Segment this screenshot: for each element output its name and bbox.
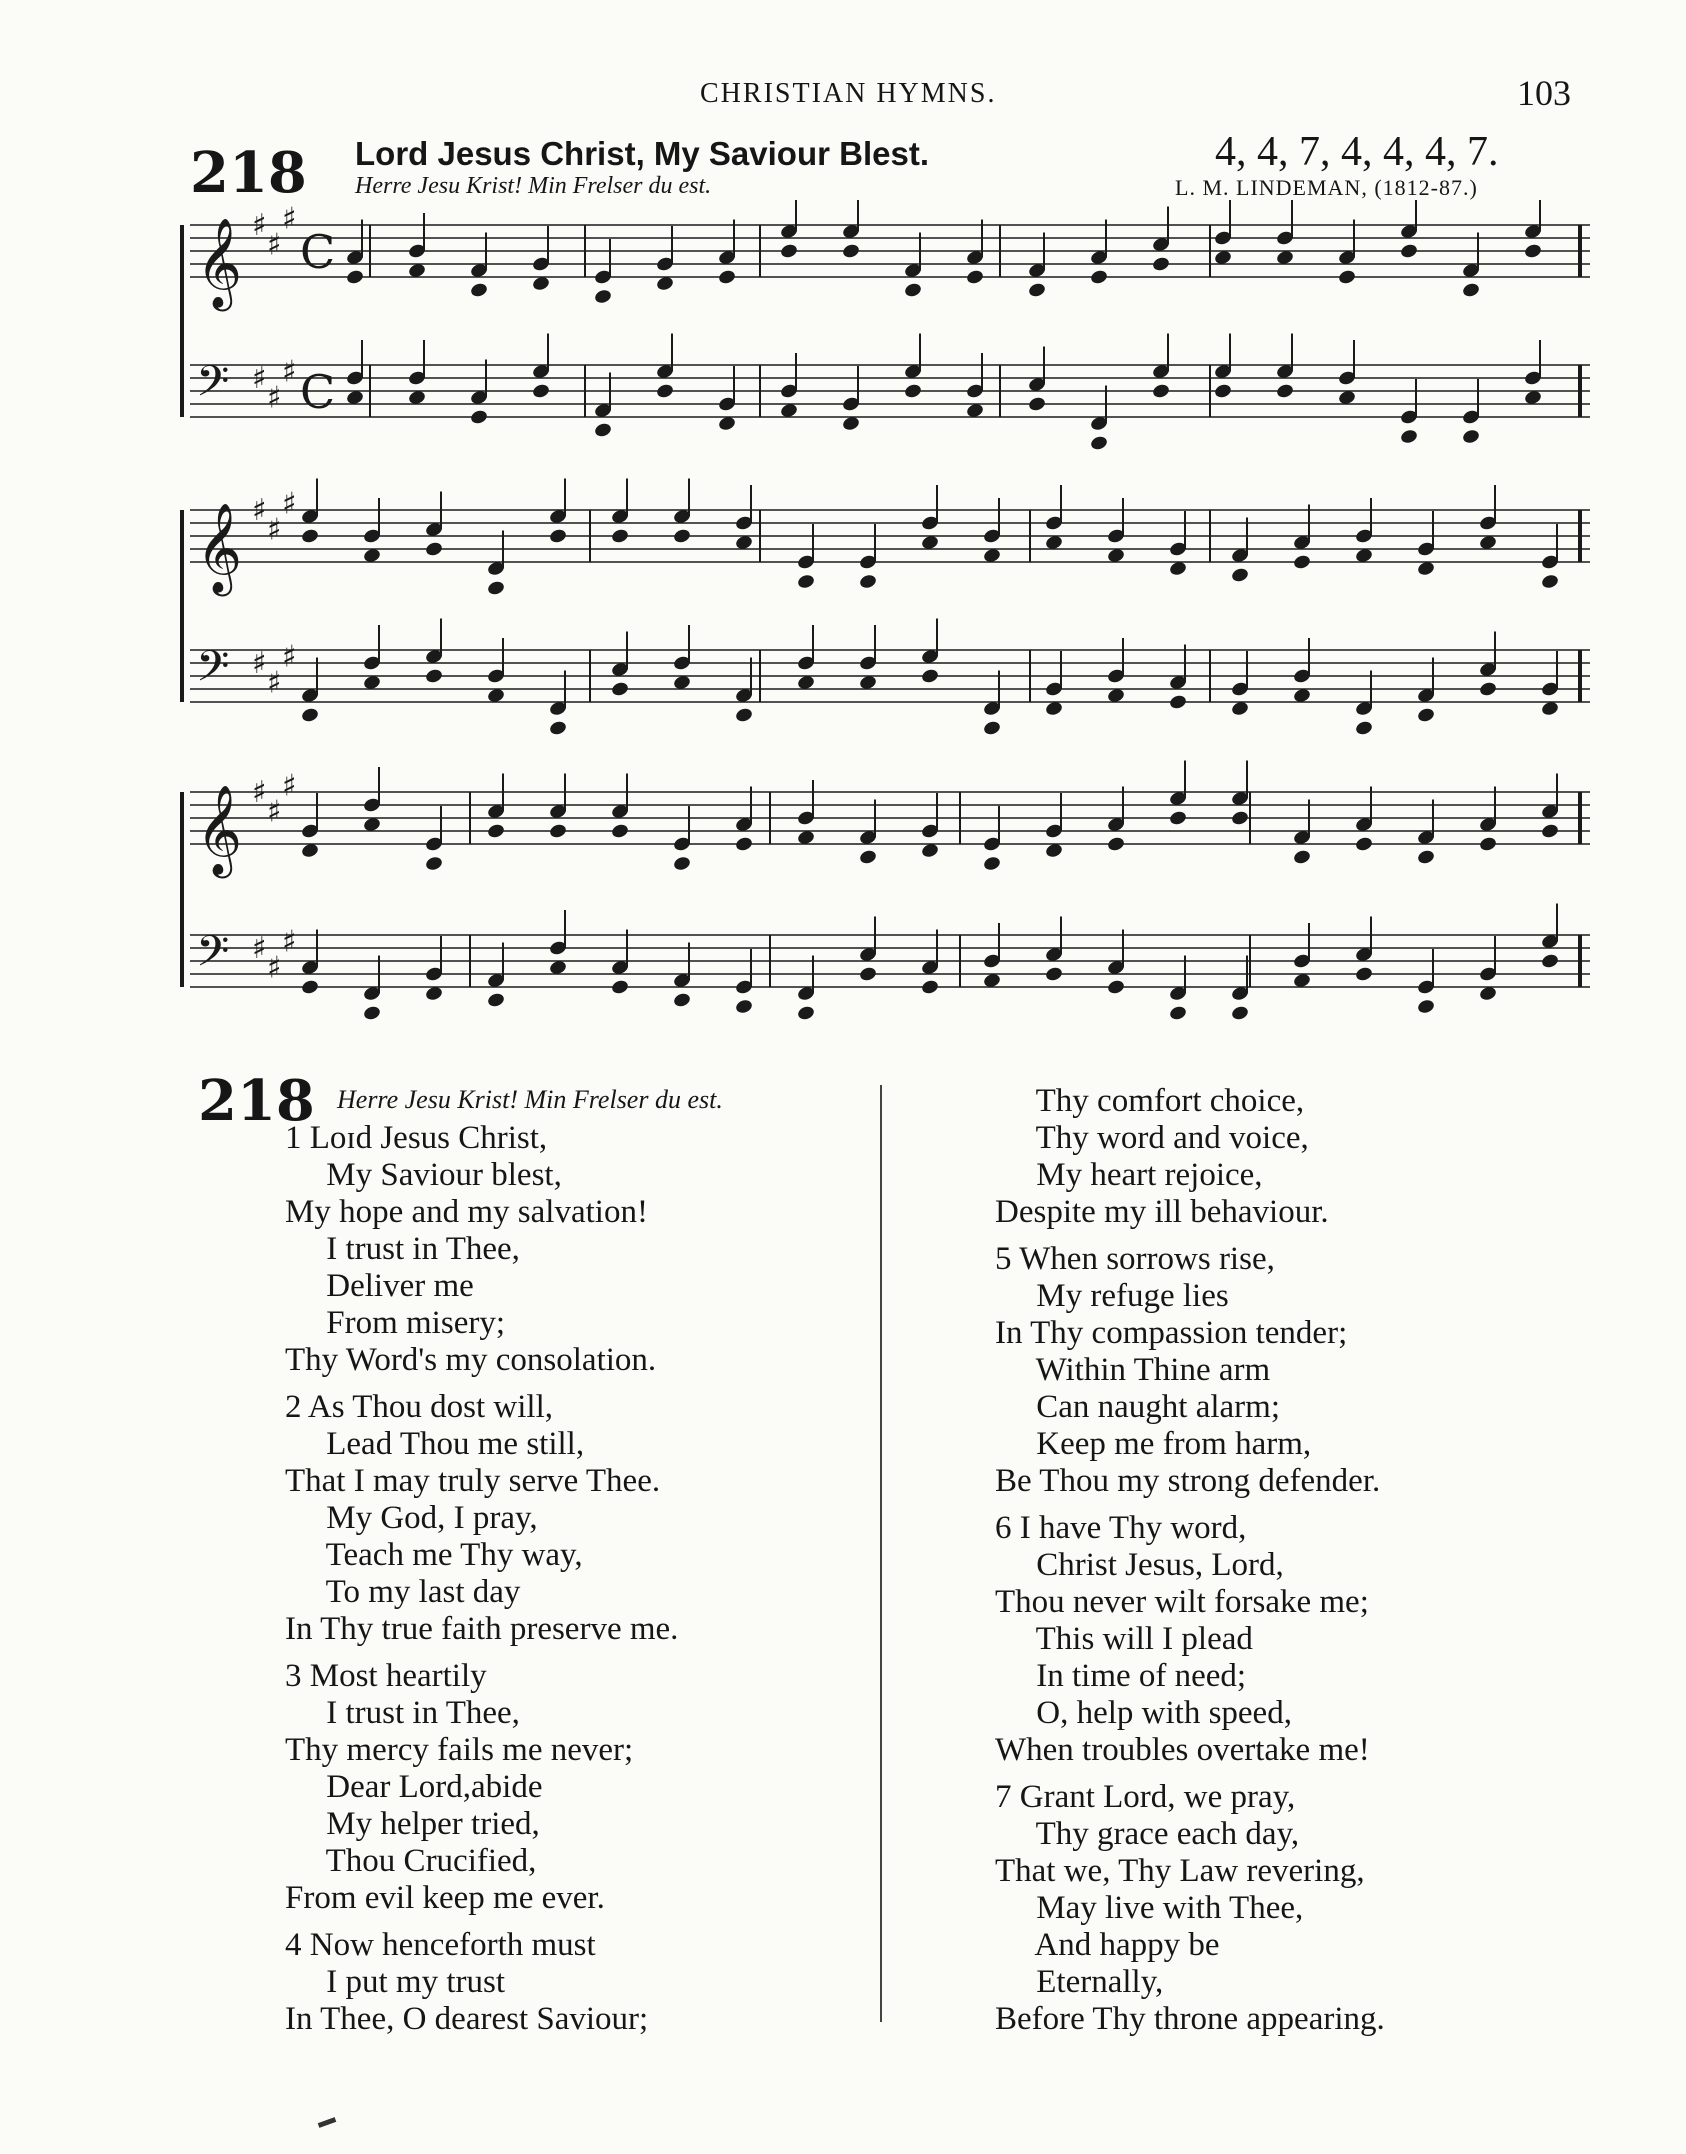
bass-clef-icon: 𝄢 [196, 642, 230, 702]
tune-hymn-number: 218 [190, 140, 307, 206]
verse-line: I trust in Thee, [285, 1231, 520, 1267]
verse-line: Deliver me [285, 1268, 474, 1304]
stanza [285, 1389, 678, 1648]
tune-title: Lord Jesus Christ, My Saviour Blest. [355, 135, 929, 172]
sharp-icon: ♯ [252, 646, 267, 681]
notehead [1106, 979, 1125, 996]
notehead [1151, 383, 1170, 400]
verse-line: That we, Thy Law revering, [995, 1853, 1365, 1889]
text-original-title: Herre Jesu Krist! Min Frelser du est. [337, 1085, 723, 1114]
verse-line: In Thy true faith preserve me. [285, 1611, 679, 1647]
notehead [1168, 1005, 1187, 1022]
sharp-icon: ♯ [252, 775, 267, 810]
notehead [610, 681, 629, 698]
verse-line: My heart rejoice, [995, 1157, 1263, 1193]
verse-line: My helper tried, [285, 1806, 540, 1842]
sharp-icon: ♯ [282, 201, 297, 237]
notehead [1461, 282, 1480, 299]
verse-line: My God, I pray, [285, 1500, 538, 1536]
notehead [796, 1005, 815, 1022]
notehead [1540, 823, 1559, 840]
notehead [1106, 836, 1125, 853]
notehead [1354, 966, 1373, 983]
treble-clef-icon: 𝄞 [196, 218, 243, 308]
notehead [610, 979, 629, 996]
notehead [300, 979, 319, 996]
notehead [1354, 720, 1373, 737]
verse-line: That I may truly serve Thee. [285, 1463, 661, 1499]
sharp-icon: ♯ [252, 361, 267, 396]
verse-line: I put my trust [285, 1964, 505, 2000]
running-head: CHRISTIAN HYMNS. [700, 78, 997, 109]
notehead [1292, 849, 1311, 866]
notehead [903, 383, 922, 400]
verse-line: Be Thou my strong defender. [995, 1463, 1381, 1499]
notehead [593, 288, 612, 305]
verse-line: 4 Now henceforth must [285, 1927, 596, 1963]
notehead [1540, 953, 1559, 970]
notehead [982, 720, 1001, 737]
print-mark [318, 2117, 337, 2128]
verse-line: In Thee, O dearest Saviour; [285, 2001, 649, 2037]
sharp-icon: ♯ [252, 493, 267, 528]
verse-line: 1 Loɪd Jesus Christ, [285, 1120, 548, 1156]
sharp-icon: ♯ [282, 768, 297, 804]
verse-line: Lead Thou me still, [285, 1426, 585, 1462]
verse-line: May live with Thee, [995, 1890, 1304, 1926]
notehead [672, 855, 691, 872]
notehead [982, 855, 1001, 872]
sharp-icon: ♯ [267, 950, 282, 986]
notehead [734, 707, 753, 724]
tune-original-title: Herre Jesu Krist! Min Frelser du est. [355, 173, 712, 199]
verse-line: Thy mercy fails me never; [285, 1732, 634, 1768]
notehead [300, 707, 319, 724]
bass-clef-icon: 𝄢 [196, 927, 230, 987]
notehead [469, 409, 488, 426]
verse-line: In Thy compassion tender; [995, 1315, 1348, 1351]
notehead [424, 855, 443, 872]
sharp-icon: ♯ [282, 354, 297, 390]
column-divider [880, 1085, 882, 2022]
bass-clef-icon: 𝄢 [196, 357, 230, 417]
notehead [858, 966, 877, 983]
notehead [1168, 810, 1187, 827]
notehead [1478, 836, 1497, 853]
sharp-icon: ♯ [267, 380, 282, 416]
notehead [1292, 554, 1311, 571]
notehead [1230, 810, 1249, 827]
notehead [1275, 383, 1294, 400]
notehead [920, 668, 939, 685]
verse-line: Thy grace each day, [995, 1816, 1300, 1852]
verse-line: Thy word and voice, [995, 1120, 1309, 1156]
notehead [734, 836, 753, 853]
notehead [424, 668, 443, 685]
common-time-icon: C [300, 225, 336, 279]
notehead [345, 269, 364, 286]
stanza [995, 1510, 1385, 1769]
notehead [1027, 282, 1046, 299]
notehead [1044, 966, 1063, 983]
verse-line: 5 When sorrows rise, [995, 1241, 1275, 1277]
stanza [285, 1927, 678, 2038]
notehead [1168, 694, 1187, 711]
notehead [1089, 269, 1108, 286]
stanza [285, 1120, 678, 1379]
notehead [672, 992, 691, 1009]
music-score [170, 200, 1610, 1090]
treble-clef-icon: 𝄞 [196, 503, 243, 593]
notehead [1230, 567, 1249, 584]
notehead [779, 243, 798, 260]
notehead [1151, 256, 1170, 273]
notehead [1213, 383, 1232, 400]
notehead [1027, 396, 1046, 413]
verse-line: Thou Crucified, [285, 1843, 537, 1879]
notehead [841, 243, 860, 260]
notehead [1523, 243, 1542, 260]
verse-line: And happy be [995, 1927, 1220, 1963]
notehead [734, 998, 753, 1015]
verses-left-column [285, 1120, 678, 2038]
common-time-icon: C [300, 365, 336, 419]
verse-line: My Saviour blest, [285, 1157, 562, 1193]
stanza [995, 1083, 1385, 1231]
verse-line: This will I plead [995, 1621, 1253, 1657]
sharp-icon: ♯ [252, 931, 267, 966]
notehead [1478, 681, 1497, 698]
notehead [1337, 269, 1356, 286]
notehead [548, 528, 567, 545]
notehead [1416, 707, 1435, 724]
notehead [858, 849, 877, 866]
sharp-icon: ♯ [267, 794, 282, 830]
verse-line: 7 Grant Lord, we pray, [995, 1779, 1296, 1815]
verse-line: Can naught alarm; [995, 1389, 1281, 1425]
notehead [593, 422, 612, 439]
verse-line: Within Thine arm [995, 1352, 1271, 1388]
sharp-icon: ♯ [267, 512, 282, 548]
verse-line: Teach me Thy way, [285, 1537, 583, 1573]
verse-line: To my last day [285, 1574, 521, 1610]
text-hymn-number: 218 [198, 1068, 315, 1134]
verse-line: Thy Word's my consolation. [285, 1342, 657, 1378]
notehead [655, 383, 674, 400]
verse-line: When troubles overtake me! [995, 1732, 1370, 1768]
notehead [1399, 243, 1418, 260]
sharp-icon: ♯ [282, 486, 297, 522]
sharp-icon: ♯ [282, 924, 297, 960]
notehead [469, 282, 488, 299]
verse-line: Eternally, [995, 1964, 1164, 2000]
notehead [1230, 1005, 1249, 1022]
notehead [717, 269, 736, 286]
verse-line: My hope and my salvation! [285, 1194, 648, 1230]
verse-line: From misery; [285, 1305, 505, 1341]
meter: 4, 4, 7, 4, 4, 4, 7. [1215, 129, 1499, 175]
notehead [920, 979, 939, 996]
stanza [995, 1241, 1385, 1500]
verse-line: Thy comfort choice, [995, 1083, 1305, 1119]
notehead [486, 992, 505, 1009]
notehead [1540, 573, 1559, 590]
notehead [903, 282, 922, 299]
stanza [995, 1779, 1385, 2038]
notehead [362, 1005, 381, 1022]
notehead [965, 269, 984, 286]
notehead [796, 573, 815, 590]
sharp-icon: ♯ [267, 227, 282, 263]
verse-line: In time of need; [995, 1658, 1247, 1694]
verse-line: Thou never wilt forsake me; [995, 1584, 1369, 1620]
notehead [610, 528, 629, 545]
sharp-icon: ♯ [267, 665, 282, 701]
verse-line: Keep me from harm, [995, 1426, 1312, 1462]
verse-line: Christ Jesus, Lord, [995, 1547, 1284, 1583]
verse-line: 2 As Thou dost will, [285, 1389, 554, 1425]
notehead [1461, 428, 1480, 445]
verse-line: I trust in Thee, [285, 1695, 520, 1731]
sharp-icon: ♯ [282, 639, 297, 675]
notehead [548, 823, 567, 840]
notehead [1416, 849, 1435, 866]
notehead [531, 383, 550, 400]
notehead [1354, 836, 1373, 853]
treble-clef-icon: 𝄞 [196, 785, 243, 875]
verse-line: 6 I have Thy word, [995, 1510, 1247, 1546]
stanza [285, 1658, 678, 1917]
notehead [1089, 435, 1108, 452]
notehead [300, 528, 319, 545]
sharp-icon: ♯ [252, 208, 267, 243]
page-number: 103 [1517, 73, 1571, 113]
notehead [486, 580, 505, 597]
notehead [858, 573, 877, 590]
verse-line: O, help with speed, [995, 1695, 1292, 1731]
notehead [610, 823, 629, 840]
verse-line: My refuge lies [995, 1278, 1229, 1314]
notehead [424, 541, 443, 558]
verse-line: Despite my ill behaviour. [995, 1194, 1329, 1230]
notehead [1399, 428, 1418, 445]
verses-right-column [995, 1083, 1385, 2038]
composer-credit: L. M. LINDEMAN, (1812-87.) [1175, 175, 1478, 200]
verse-line: From evil keep me ever. [285, 1880, 605, 1916]
notehead [1416, 998, 1435, 1015]
verse-line: Dear Lord,abide [285, 1769, 543, 1805]
notehead [672, 528, 691, 545]
verse-line: 3 Most heartily [285, 1658, 487, 1694]
verse-line: Before Thy throne appearing. [995, 2001, 1385, 2037]
notehead [486, 823, 505, 840]
notehead [548, 720, 567, 737]
